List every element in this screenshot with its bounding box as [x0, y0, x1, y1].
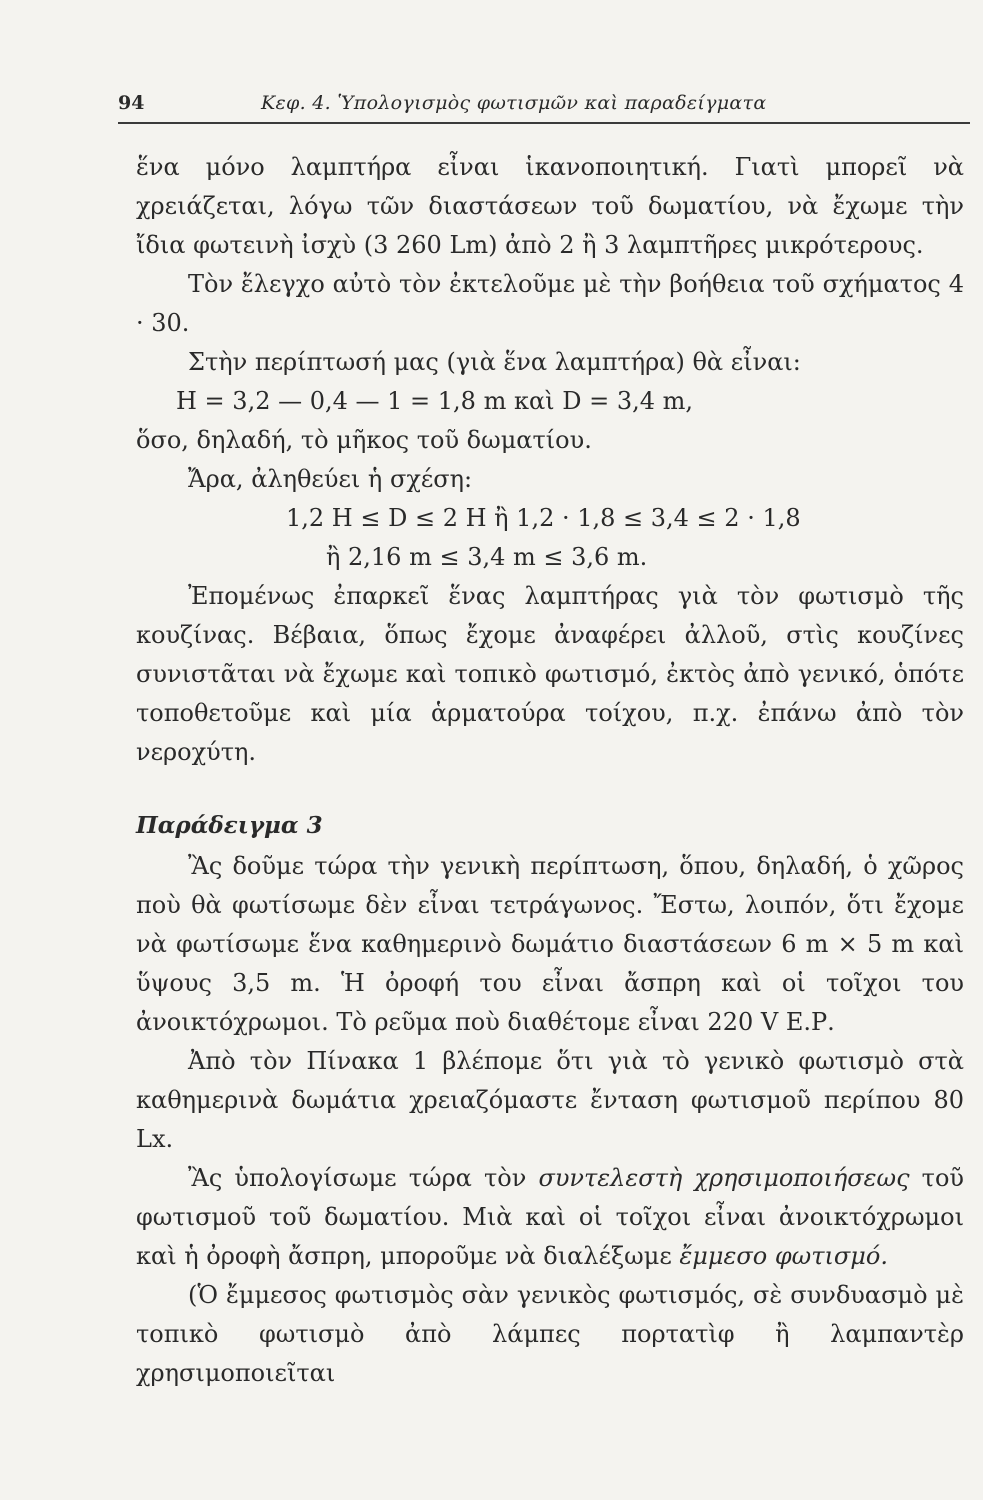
paragraph: Ἄρα, ἀληθεύει ἡ σχέση:: [188, 465, 473, 493]
paragraph: [136, 1159, 964, 1276]
paragraph: (Ὁ ἔμμεσος φωτισμὸς σὰν γενικὸς φωτισμός, σὲ συνδυασμὸ μὲ τοπικὸ φωτισμὸ ἀπὸ λάμπες πορτατὶφ ἢ λαμπαντὲρ χρησιμοποιεῖται: [136, 1281, 964, 1387]
formula: 1,2 H ≤ D ≤ 2 H ἢ 1,2 · 1,8 ≤ 3,4 ≤ 2 · 1,8: [286, 504, 801, 532]
formula: ἢ 2,16 m ≤ 3,4 m ≤ 3,6 m.: [326, 543, 648, 571]
paragraph: ἕνα μόνο λαμπτήρα εἶναι ἱκανοποιητική. Γιατὶ μπορεῖ νὰ χρειάζεται, λόγω τῶν διαστάσεων τοῦ δωματίου, νὰ ἔχωμε τὴν ἴδια φωτεινὴ ἰσχὺ (3 260 Lm) ἀπὸ 2 ἢ 3 λαμπτῆρες μικρότερους.: [136, 153, 964, 259]
paragraph: Ἀπὸ τὸν Πίνακα 1 βλέπομε ὅτι γιὰ τὸ γενικὸ φωτισμὸ στὰ καθημερινὰ δωμάτια χρειαζόμαστε ἔνταση φωτισμοῦ περίπου 80 Lx.: [136, 1047, 964, 1153]
header-rule: [118, 122, 970, 124]
paragraph: Στὴν περίπτωσή μας (γιὰ ἕνα λαμπτήρα) θὰ εἶναι:: [188, 348, 801, 376]
page-number: 94: [118, 92, 145, 114]
page-body: [136, 148, 964, 1393]
paragraph: Τὸν ἔλεγχο αὐτὸ τὸν ἐκτελοῦμε μὲ τὴν βοήθεια τοῦ σχήματος 4 · 30.: [136, 270, 964, 337]
page-header: [118, 92, 968, 120]
emphasized-term: συντελεστὴ χρησιμοποιήσεως: [538, 1164, 910, 1192]
formula: H = 3,2 — 0,4 — 1 = 1,8 m καὶ D = 3,4 m,: [176, 387, 694, 415]
paragraph: Ἐπομένως ἐπαρκεῖ ἕνας λαμπτήρας γιὰ τὸν φωτισμὸ τῆς κουζίνας. Βέβαια, ὅπως ἔχομε ἀναφέρει ἀλλοῦ, στὶς κουζίνες συνιστᾶται νὰ ἔχωμε καὶ τοπικὸ φωτισμό, ἐκτὸς ἀπὸ γενικό, ὁπότε τοποθετοῦμε καὶ μία ἁρματούρα τοίχου, π.χ. ἐπάνω ἀπὸ τὸν νεροχύτη.: [136, 582, 964, 766]
text-run: Ἂς ὑπολογίσωμε τώρα τὸν: [188, 1164, 539, 1192]
paragraph: ὅσο, δηλαδή, τὸ μῆκος τοῦ δωματίου.: [136, 426, 592, 454]
paragraph: Ἂς δοῦμε τώρα τὴν γενικὴ περίπτωση, ὅπου, δηλαδή, ὁ χῶρος ποὺ θὰ φωτίσωμε δὲν εἶναι τετράγωνος. Ἔστω, λοιπόν, ὅτι ἔχομε νὰ φωτίσωμε ἕνα καθημερινὸ δωμάτιο διαστάσεων 6 m × 5 m καὶ ὕψους 3,5 m. Ἡ ὀροφή του εἶναι ἄσπρη καὶ οἱ τοῖχοι του ἀνοικτόχρωμοι. Τὸ ρεῦμα ποὺ διαθέτομε εἶναι 220 V Ε.Ρ.: [136, 852, 964, 1036]
running-head: Κεφ. 4. Ὑπολογισμὸς φωτισμῶν καὶ παραδείγματα: [261, 92, 767, 114]
section-heading: Παράδειγμα 3: [136, 812, 323, 839]
emphasized-term: ἔμμεσο φωτισμό.: [679, 1242, 888, 1270]
text-run: τοῦ φωτισμοῦ τοῦ δωματίου. Μιὰ καὶ οἱ τοῖχοι εἶναι ἀνοικτόχρωμοι καὶ ἡ ὀροφὴ ἄσπρη, μποροῦμε νὰ διαλέξωμε: [136, 1164, 964, 1270]
